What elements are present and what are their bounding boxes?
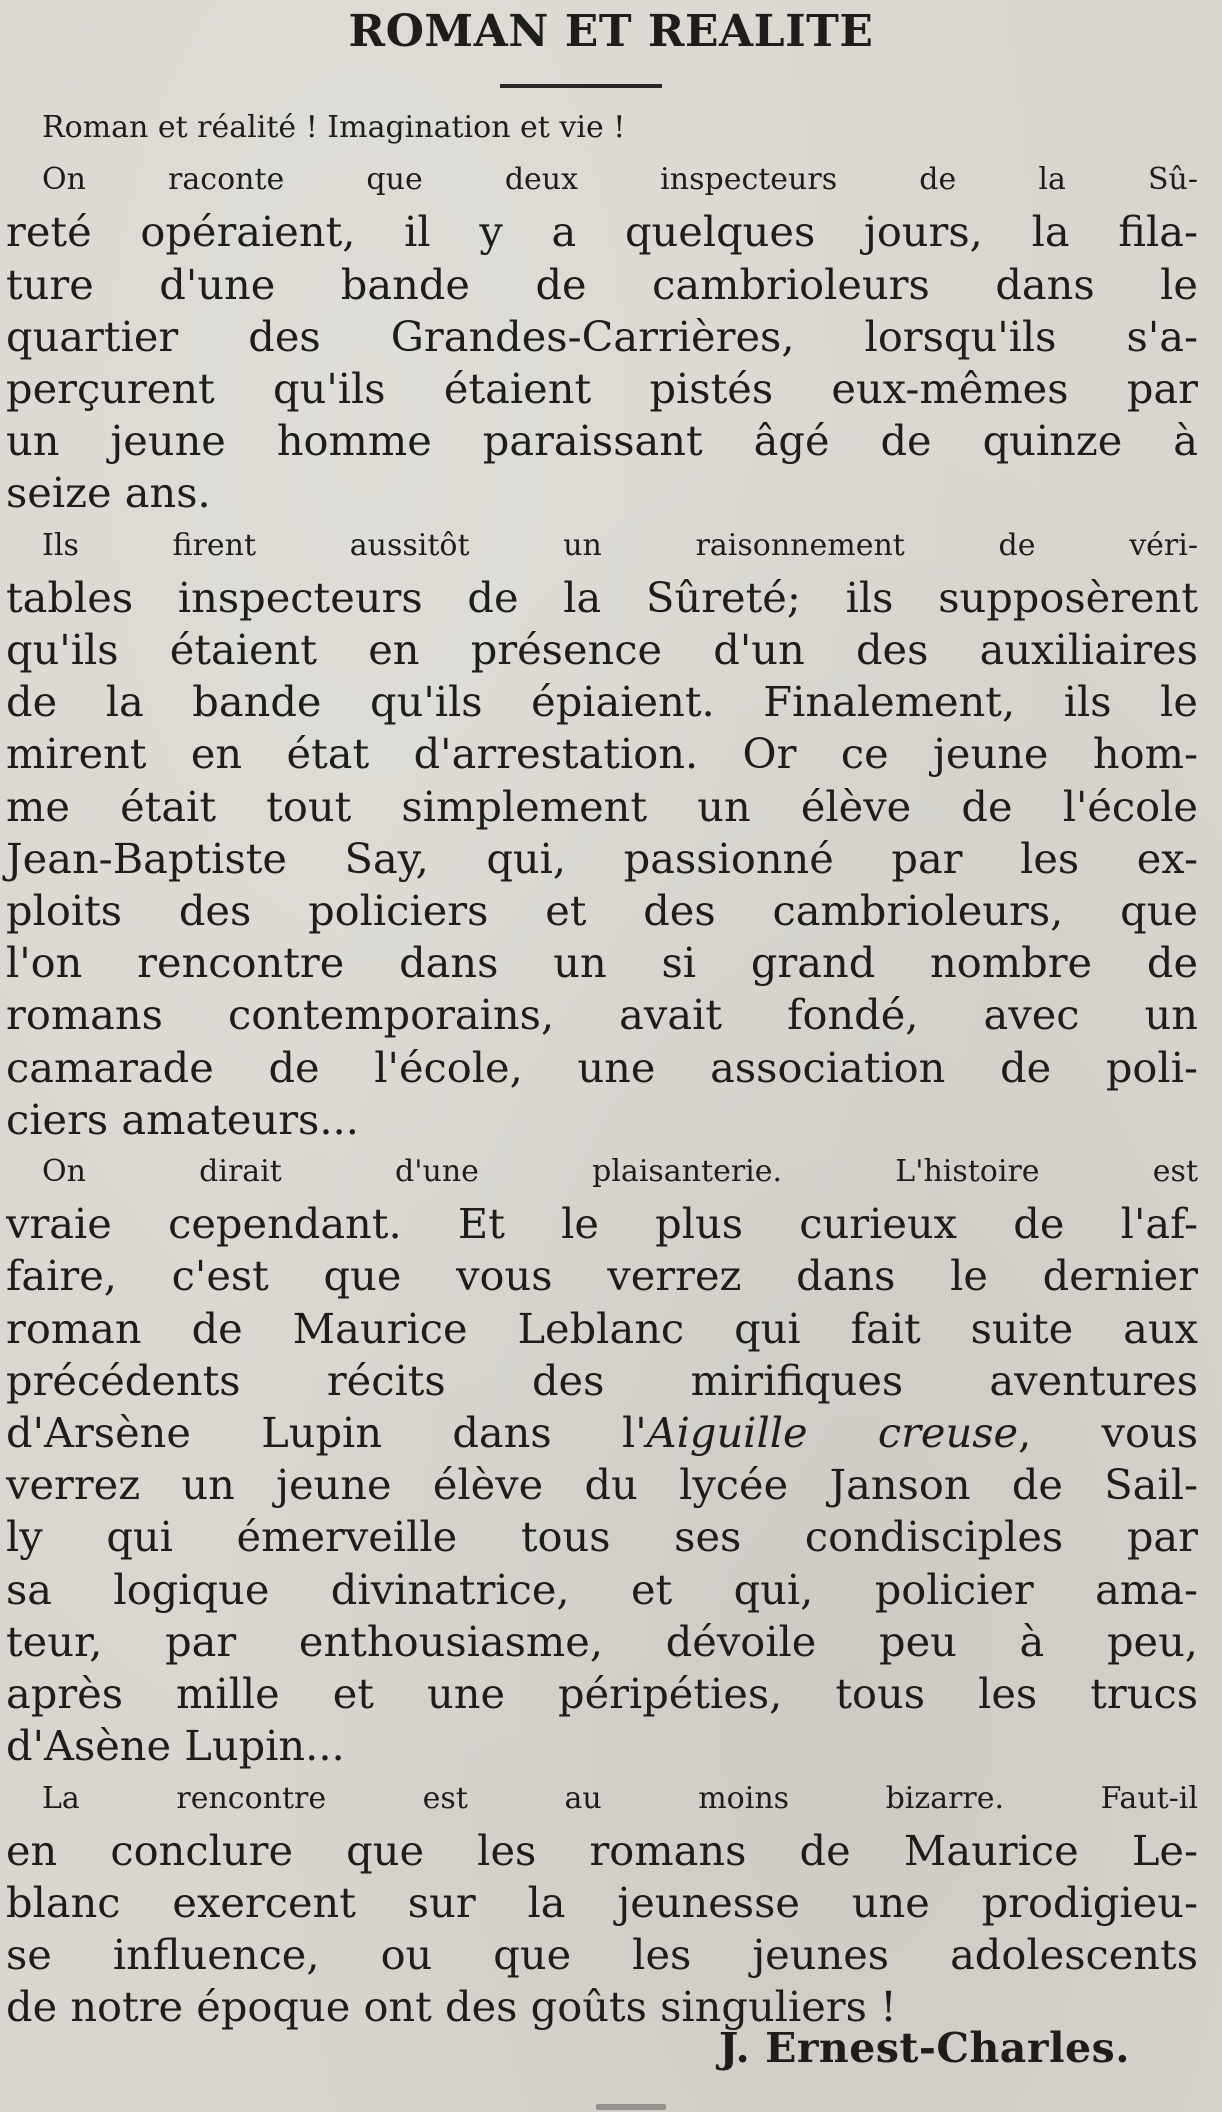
text-line: verrez un jeune élève du lycée Janson de Sail-: [6, 1460, 1198, 1510]
text-line: précédents récits des mirifiques aventures: [6, 1355, 1198, 1405]
text-line: de la bande qu'ils épiaient. Finalement, ils le: [6, 677, 1198, 727]
paragraph-5: [6, 1773, 1198, 2034]
text-line: perçurent qu'ils étaient pistés eux-mêmes par: [6, 364, 1198, 414]
article-title: ROMAN ET REALITE: [348, 6, 874, 57]
text-line: un jeune homme paraissant âgé de quinze à: [6, 416, 1198, 466]
text-line: On dirait d'une plaisanterie. L'histoire est: [42, 1154, 1198, 1190]
paragraph-2: [6, 154, 1198, 519]
clipped-next-text: [596, 2096, 666, 2112]
text-line: seize ans.: [6, 468, 211, 518]
text-line: après mille et une péripéties, tous les trucs: [6, 1669, 1198, 1719]
text-line: roman de Maurice Leblanc qui fait suite aux: [6, 1303, 1198, 1353]
text-line: qu'ils étaient en présence d'un des auxiliaires: [6, 625, 1198, 675]
text-line: faire, c'est que vous verrez dans le dernier: [6, 1251, 1198, 1301]
text-line: ly qui émerveille tous ses condisciples par: [6, 1512, 1198, 1562]
text-line: On raconte que deux inspecteurs de la Sû-: [42, 162, 1198, 198]
text-line: reté opéraient, il y a quelques jours, la fila-: [6, 207, 1198, 257]
text-line: de notre époque ont des goûts singuliers !: [6, 1982, 897, 2032]
text-line: Roman et réalité ! Imagination et vie !: [42, 110, 626, 145]
text-line: ciers amateurs...: [6, 1094, 359, 1144]
text-line: blanc exercent sur la jeunesse une prodigieu-: [6, 1877, 1198, 1927]
text-line: en conclure que les romans de Maurice Le-: [6, 1825, 1198, 1875]
text-line: Ils firent aussitôt un raisonnement de véri-: [42, 527, 1198, 563]
text-line: me était tout simplement un élève de l'école: [6, 781, 1198, 831]
text-line: quartier des Grandes-Carrières, lorsqu'ils s'a-: [6, 311, 1198, 361]
text-line: tables inspecteurs de la Sûreté; ils supposèrent: [6, 572, 1198, 622]
text-line: vraie cependant. Et le plus curieux de l'af-: [6, 1199, 1198, 1249]
book-title: Aiguille creuse: [646, 1408, 1019, 1458]
author-signature: J. Ernest-Charles.: [718, 2024, 1130, 2072]
text-line: mirent en état d'arrestation. Or ce jeune hom-: [6, 729, 1198, 779]
text-line: romans contemporains, avait fondé, avec un: [6, 990, 1198, 1040]
text-line: d'Arsène Lupin dans l'Aiguille creuse, vous: [6, 1408, 1198, 1458]
text-line: l'on rencontre dans un si grand nombre de: [6, 938, 1198, 988]
text-line: se influence, ou que les jeunes adolescents: [6, 1930, 1198, 1980]
paragraph-1: [6, 102, 1198, 154]
text-line: ploits des policiers et des cambrioleurs, que: [6, 886, 1198, 936]
title-divider: [500, 84, 662, 88]
text-line: La rencontre est au moins bizarre. Faut-il: [42, 1780, 1198, 1816]
text-line: d'Asène Lupin...: [6, 1721, 345, 1771]
text-line: sa logique divinatrice, et qui, policier ama-: [6, 1564, 1198, 1614]
paragraph-3: [6, 520, 1198, 1146]
text-line: teur, par enthousiasme, dévoile peu à peu,: [6, 1616, 1198, 1666]
article-body: [6, 102, 1198, 2034]
text-line: Jean-Baptiste Say, qui, passionné par les ex-: [6, 833, 1198, 883]
text-line: ture d'une bande de cambrioleurs dans le: [6, 259, 1198, 309]
text-line: camarade de l'école, une association de poli-: [6, 1042, 1198, 1092]
paragraph-4: [6, 1146, 1198, 1772]
